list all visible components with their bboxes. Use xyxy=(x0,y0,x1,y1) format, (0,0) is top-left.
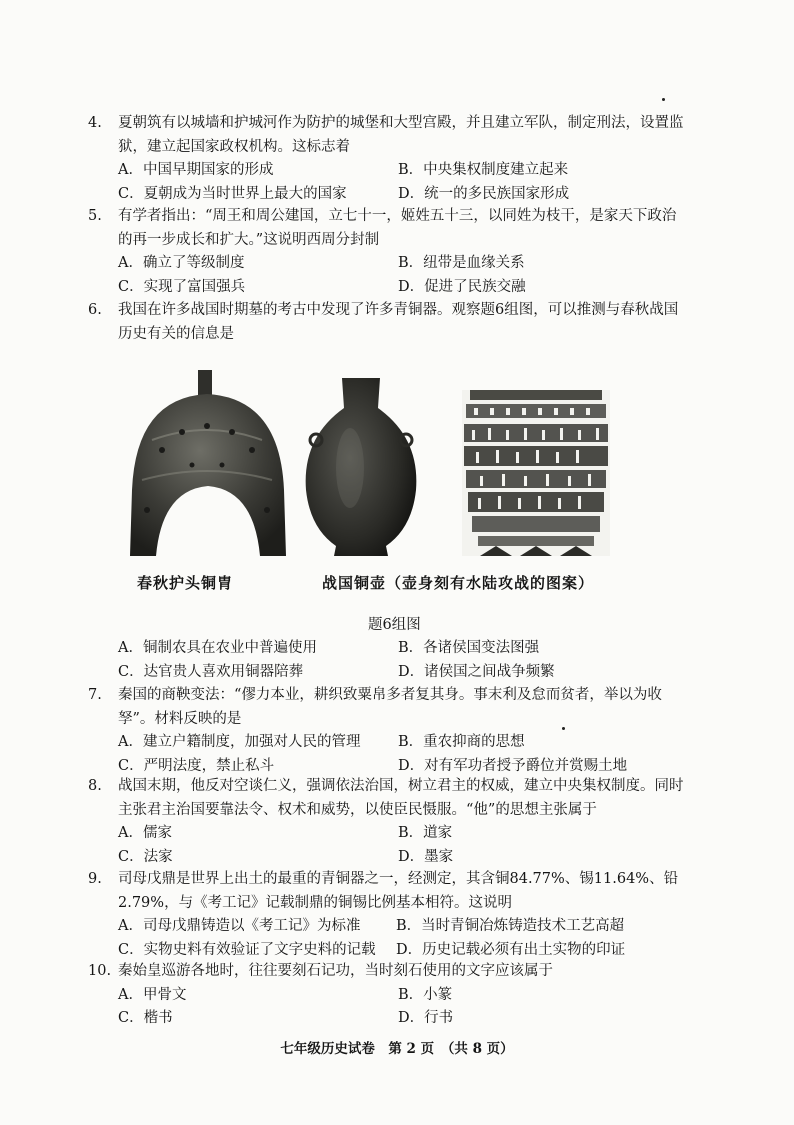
question-8 xyxy=(88,775,688,869)
bronze-pot-image xyxy=(302,378,420,556)
question-9 xyxy=(88,868,688,962)
option-b: B．小篆 xyxy=(398,986,453,1003)
option-a: A．中国早期国家的形成 xyxy=(118,162,274,178)
question-number: 4. xyxy=(88,115,102,131)
option-a: A．甲骨文 xyxy=(118,986,187,1003)
page-footer: 七年级历史试卷 第 2 页 （共 8 页） xyxy=(280,1041,514,1057)
option-c: C．实现了富国强兵 xyxy=(118,278,246,295)
option-a: A．儒家 xyxy=(118,825,172,841)
question-7 xyxy=(88,684,688,778)
question-10 xyxy=(88,960,688,1031)
question-stem: 夏朝筑有以城墙和护城河作为防护的城堡和大型宫殿，并且建立军队，制定刑法，设置监狱，建立起国家政权机构。这标志着 xyxy=(118,115,684,155)
option-c: C．达官贵人喜欢用铜器陪葬 xyxy=(118,663,304,680)
option-d: D．促进了民族交融 xyxy=(398,278,526,295)
option-b: B．道家 xyxy=(398,825,453,841)
helmet-caption: 春秋护头铜胄 xyxy=(137,574,234,592)
option-c: C．楷书 xyxy=(118,1010,173,1026)
option-a: A．建立户籍制度，加强对人民的管理 xyxy=(118,734,361,750)
option-d: D．统一的多民族国家形成 xyxy=(398,185,570,202)
option-a: A．铜制农具在农业中普遍使用 xyxy=(118,640,317,656)
figure-group-6 xyxy=(110,368,670,568)
question-stem: 司母戊鼎是世界上出土的最重的青铜器之一，经测定，其含铜84.77%、锡11.64%、铅2.79%，与《考工记》记载制鼎的铜锡比例基本相符。这说明 xyxy=(118,871,679,911)
option-c: C．严明法度，禁止私斗 xyxy=(118,757,275,774)
question-6-options xyxy=(88,637,688,684)
option-b: B．各诸侯国变法图强 xyxy=(398,640,540,656)
option-a: A．确立了等级制度 xyxy=(118,255,245,271)
question-number: 6. xyxy=(88,302,102,318)
option-a: A．司母戊鼎铸造以《考工记》为标准 xyxy=(118,918,361,934)
option-b: B．纽带是血缘关系 xyxy=(398,255,525,271)
option-d: D．墨家 xyxy=(398,848,454,865)
question-number: 8. xyxy=(88,778,102,794)
option-d: D．诸侯国之间战争频繁 xyxy=(398,663,555,680)
option-c: C．实物史料有效验证了文字史料的记载 xyxy=(118,941,376,958)
question-number: 5. xyxy=(88,208,102,224)
option-d: D．历史记载必须有出土实物的印证 xyxy=(396,941,626,958)
battle-pattern-image xyxy=(462,390,610,556)
scan-speck xyxy=(662,98,665,101)
question-stem: 有学者指出：“周王和周公建国，立七十一，姬姓五十三，以同姓为枝干，是家天下政治的再一步成长和扩大。”这说明西周分封制 xyxy=(118,208,677,248)
option-b: B．中央集权制度建立起来 xyxy=(398,162,569,178)
option-d: D．对有军功者授予爵位并赏赐土地 xyxy=(398,757,628,774)
question-4 xyxy=(88,112,688,206)
figure-group-caption: 题6组图 xyxy=(368,617,421,633)
option-b: B．当时青铜冶炼铸造技术工艺高超 xyxy=(396,918,625,934)
option-b: B．重农抑商的思想 xyxy=(398,734,525,750)
question-number: 9. xyxy=(88,871,102,887)
scan-speck xyxy=(562,727,565,730)
question-stem: 战国末期，他反对空谈仁义，强调依法治国，树立君主的权威，建立中央集权制度。同时主张君主治国要靠法令、权术和威势，以使臣民慑服。“他”的思想主张属于 xyxy=(118,778,684,818)
option-d: D．行书 xyxy=(398,1010,454,1026)
option-c: C．法家 xyxy=(118,848,173,865)
question-5 xyxy=(88,205,688,299)
question-stem: 我国在许多战国时期墓的考古中发现了许多青铜器。观察题6组图，可以推测与春秋战国历史有关的信息是 xyxy=(118,302,679,342)
question-6 xyxy=(88,299,688,346)
question-stem: 秦始皇巡游各地时，往往要刻石记功，当时刻石使用的文字应该属于 xyxy=(118,963,553,979)
option-c: C．夏朝成为当时世界上最大的国家 xyxy=(118,185,347,202)
question-stem: 秦国的商鞅变法：“僇力本业，耕织致粟帛多者复其身。事末利及怠而贫者，举以为收孥”。材料反映的是 xyxy=(118,687,662,727)
pot-caption: 战国铜壶（壶身刻有水陆攻战的图案） xyxy=(322,574,595,592)
question-number: 7. xyxy=(88,687,102,703)
bronze-helmet-image xyxy=(122,370,292,556)
question-number: 10. xyxy=(88,963,112,979)
